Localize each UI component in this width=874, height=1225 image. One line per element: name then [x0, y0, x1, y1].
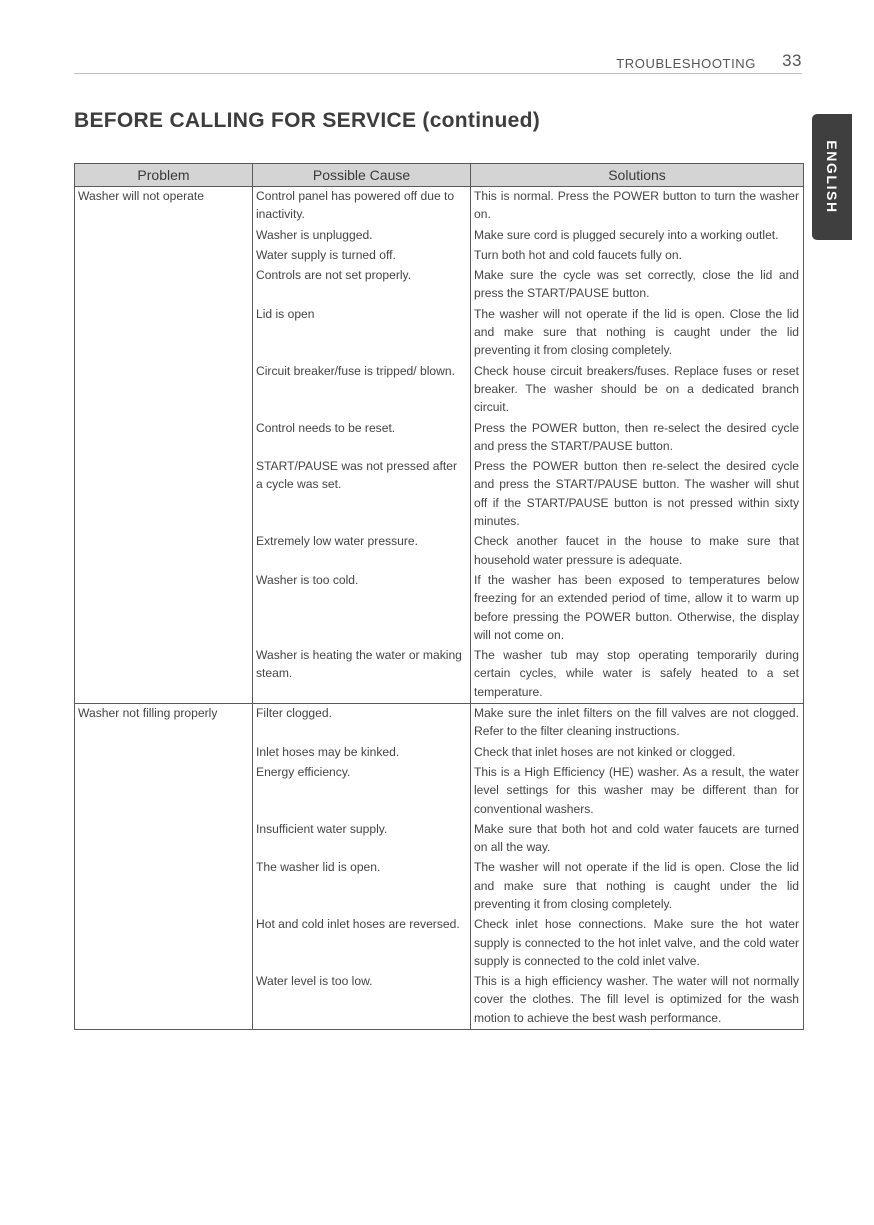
cause-cell: START/PAUSE was not pressed after a cycle was set. [253, 457, 471, 532]
table-row [75, 704, 804, 743]
page-number: 33 [782, 51, 802, 70]
solution-cell: Turn both hot and cold faucets fully on. [471, 246, 804, 266]
problem-cell: Washer will not operate [75, 187, 253, 704]
language-tab [812, 114, 852, 240]
solution-cell: Press the POWER button then re-select the desired cycle and press the START/PAUSE button. The washer will shut off if the START/PAUSE button is not pressed within sixty minutes. [471, 457, 804, 532]
solution-cell: This is normal. Press the POWER button to turn the washer on. [471, 187, 804, 226]
solution-cell: Press the POWER button, then re-select the desired cycle and press the START/PAUSE button. [471, 419, 804, 458]
section-label: TROUBLESHOOTING [616, 56, 756, 71]
column-header-problem: Problem [75, 164, 253, 187]
cause-cell: Water supply is turned off. [253, 246, 471, 266]
cause-cell: The washer lid is open. [253, 858, 471, 915]
solution-cell: Check inlet hose connections. Make sure the hot water supply is connected to the hot inlet valve, and the cold water supply is connected to the cold inlet valve. [471, 915, 804, 972]
cause-cell: Circuit breaker/fuse is tripped/ blown. [253, 362, 471, 419]
solution-cell: Check another faucet in the house to make sure that household water pressure is adequate. [471, 532, 804, 571]
header-divider [74, 73, 802, 74]
problem-cell: Washer not filling properly [75, 704, 253, 1030]
table-body [75, 187, 804, 1030]
cause-cell: Controls are not set properly. [253, 266, 471, 305]
cause-cell: Hot and cold inlet hoses are reversed. [253, 915, 471, 972]
cause-cell: Lid is open [253, 305, 471, 362]
solution-cell: Check house circuit breakers/fuses. Replace fuses or reset breaker. The washer should be on a dedicated branch circuit. [471, 362, 804, 419]
troubleshooting-table [74, 163, 804, 1030]
solution-cell: The washer will not operate if the lid is open. Close the lid and make sure that nothing is caught under the lid preventing it from closing completely. [471, 305, 804, 362]
cause-cell: Water level is too low. [253, 972, 471, 1029]
page-title: BEFORE CALLING FOR SERVICE (continued) [74, 109, 541, 132]
column-header-cause: Possible Cause [253, 164, 471, 187]
cause-cell: Insufficient water supply. [253, 820, 471, 859]
solution-cell: Make sure cord is plugged securely into a working outlet. [471, 226, 804, 246]
cause-cell: Energy efficiency. [253, 763, 471, 820]
table-row [75, 187, 804, 226]
solution-cell: The washer tub may stop operating temporarily during certain cycles, while water is safely heated to a set temperature. [471, 646, 804, 703]
cause-cell: Extremely low water pressure. [253, 532, 471, 571]
solution-cell: This is a High Efficiency (HE) washer. As a result, the water level settings for this washer may be different than for conventional washers. [471, 763, 804, 820]
solution-cell: Check that inlet hoses are not kinked or clogged. [471, 743, 804, 763]
column-header-solutions: Solutions [471, 164, 804, 187]
solution-cell: This is a high efficiency washer. The water will not normally cover the clothes. The fill level is optimized for the wash motion to achieve the best wash performance. [471, 972, 804, 1029]
solution-cell: If the washer has been exposed to temperatures below freezing for an extended period of time, allow it to warm up before pressing the POWER button. Otherwise, the display will not come on. [471, 571, 804, 646]
cause-cell: Filter clogged. [253, 704, 471, 743]
solution-cell: Make sure the cycle was set correctly, close the lid and press the START/PAUSE button. [471, 266, 804, 305]
solution-cell: Make sure that both hot and cold water faucets are turned on all the way. [471, 820, 804, 859]
language-tab-label: ENGLISH [824, 140, 840, 214]
cause-cell: Inlet hoses may be kinked. [253, 743, 471, 763]
cause-cell: Washer is unplugged. [253, 226, 471, 246]
solution-cell: Make sure the inlet filters on the fill valves are not clogged. Refer to the filter cleaning instructions. [471, 704, 804, 743]
cause-cell: Washer is heating the water or making steam. [253, 646, 471, 703]
cause-cell: Control panel has powered off due to inactivity. [253, 187, 471, 226]
solution-cell: The washer will not operate if the lid is open. Close the lid and make sure that nothing is caught under the lid preventing it from closing completely. [471, 858, 804, 915]
cause-cell: Control needs to be reset. [253, 419, 471, 458]
cause-cell: Washer is too cold. [253, 571, 471, 646]
table-header-row [75, 164, 804, 187]
